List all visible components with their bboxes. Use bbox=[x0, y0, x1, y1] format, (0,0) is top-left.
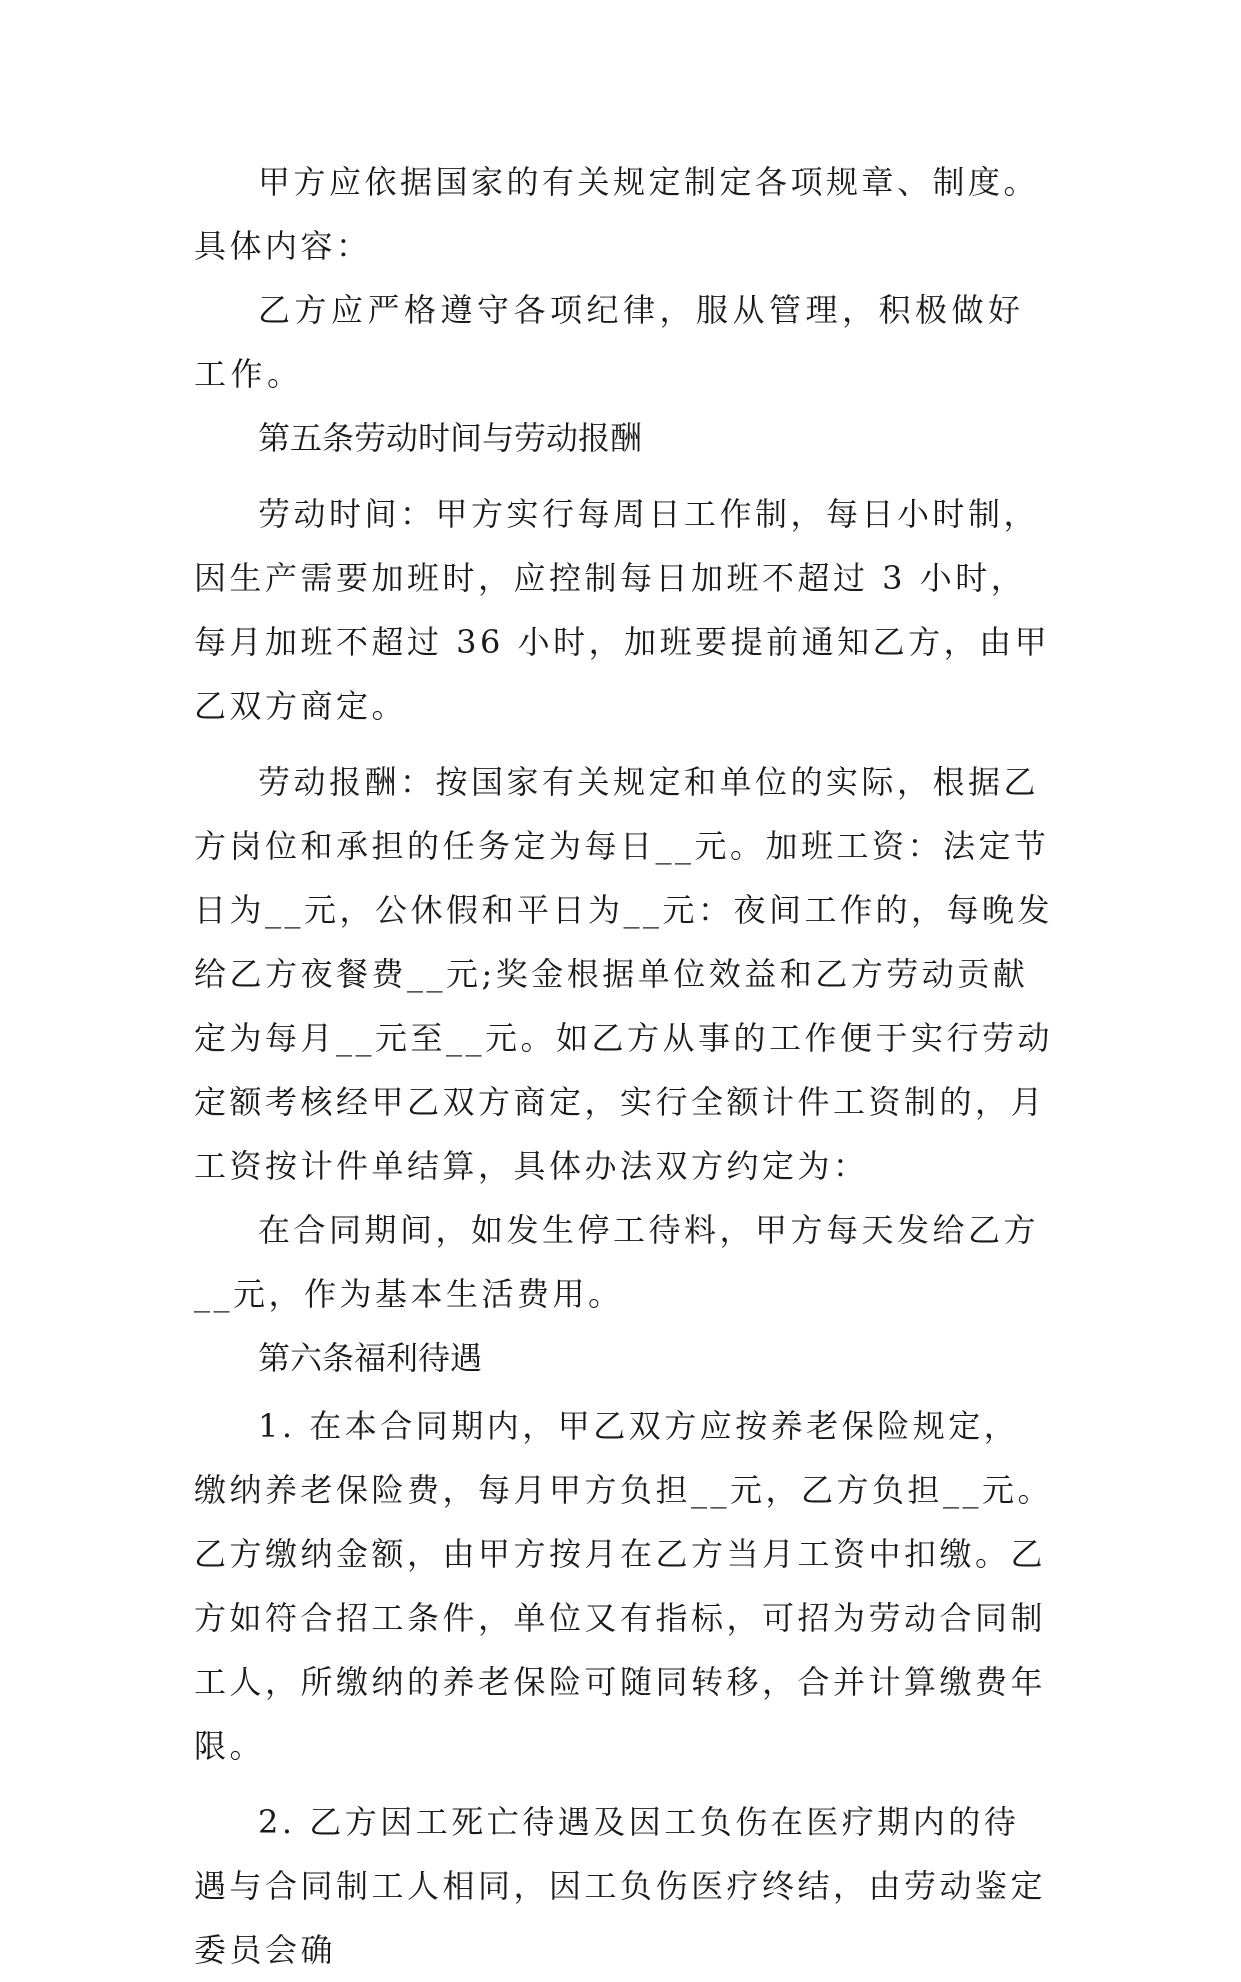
section-heading-article-5: 第五条劳动时间与劳动报酬 bbox=[258, 419, 643, 457]
paragraph-rules: 甲方应依据国家的有关规定制定各项规章、制度。具体内容： bbox=[194, 163, 1040, 265]
paragraph-work-injury: 2. 乙方因工死亡待遇及因工负伤在医疗期内的待遇与合同制工人相同，因工负伤医疗终结，由劳动鉴定委员会确 bbox=[194, 1803, 1047, 1969]
paragraph-work-stoppage: 在合同期间，如发生停工待料，甲方每天发给乙方__元，作为基本生活费用。 bbox=[194, 1211, 1040, 1313]
paragraph-working-hours: 劳动时间：甲方实行每周日工作制，每日小时制，因生产需要加班时，应控制每日加班不超过 3 小时，每月加班不超过 36 小时，加班要提前通知乙方，由甲乙双方商定。 bbox=[194, 495, 1051, 725]
paragraph-discipline: 乙方应严格遵守各项纪律，服从管理，积极做好工作。 bbox=[194, 291, 1025, 393]
paragraph-remuneration: 劳动报酬：按国家有关规定和单位的实际，根据乙方岗位和承担的任务定为每日__元。加班工资：法定节日为__元，公休假和平日为__元：夜间工作的，每晚发给乙方夜餐费__元;奖金根据单位效益和乙方劳动贡献定为每月__元至__元。如乙方从事的工作便于实行劳动定额考核经甲乙双方商定，实行全额计件工资制的，月工资按计件单结算，具体办法双方约定为： bbox=[194, 763, 1054, 1185]
document-body bbox=[194, 150, 1054, 1982]
paragraph-pension-insurance: 1. 在本合同期内，甲乙双方应按养老保险规定，缴纳养老保险费，每月甲方负担__元，乙方负担__元。乙方缴纳金额，由甲方按月在乙方当月工资中扣缴。乙方如符合招工条件，单位又有指标，可招为劳动合同制工人，所缴纳的养老保险可随同转移，合并计算缴费年限。 bbox=[194, 1407, 1054, 1765]
section-heading-article-6: 第六条福利待遇 bbox=[258, 1339, 483, 1377]
